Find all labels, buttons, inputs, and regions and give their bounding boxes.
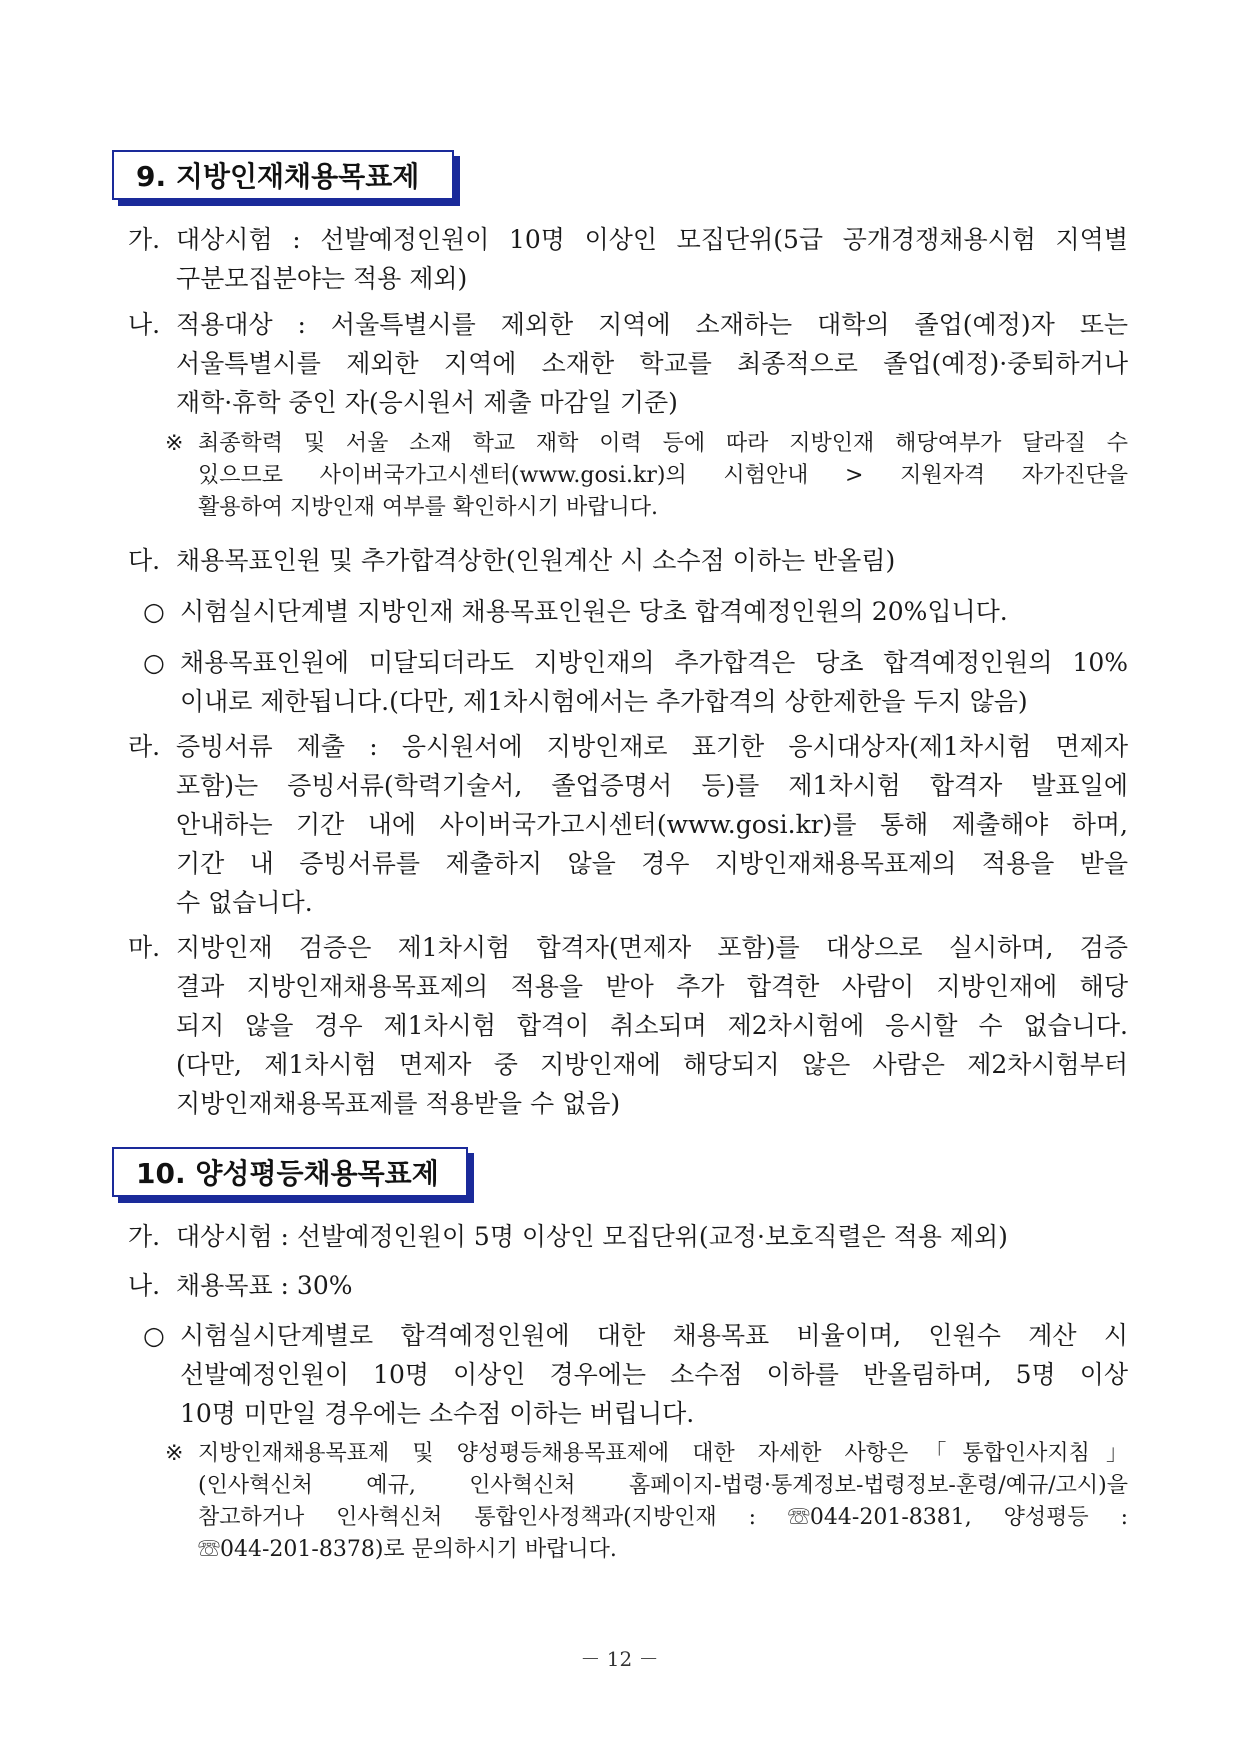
- item-ga: [128, 220, 1128, 298]
- bullet-line: 이내로 제한됩니다.(다만, 제1차시험에서는 추가합격의 상한제한을 두지 않음): [180, 687, 1028, 716]
- bullet-line: 채용목표인원에 미달되더라도 지방인재의 추가합격은 당초 합격예정인원의 10%: [180, 648, 1128, 677]
- item-line: 재학·휴학 중인 자(응시원서 제출 마감일 기준): [176, 388, 678, 417]
- section-title: 10. 양성평등채용목표제: [136, 1157, 439, 1190]
- note-marker: ※: [165, 1441, 184, 1466]
- bullet-marker: ○: [143, 1321, 165, 1350]
- bullet-line: 시험실시단계별로 합격예정인원에 대한 채용목표 비율이며, 인원수 계산 시: [180, 1321, 1128, 1350]
- note-line: (인사혁신처 예규, 인사혁신처 홈페이지-법령·통계정보-법령정보-훈령/예규/고시)을: [198, 1473, 1128, 1498]
- item-marker: 나.: [128, 1271, 161, 1300]
- item-line: 채용목표인원 및 추가합격상한(인원계산 시 소수점 이하는 반올림): [176, 546, 896, 575]
- item-marker: 라.: [128, 732, 161, 761]
- bullet-marker: ○: [143, 648, 165, 677]
- item-marker: 마.: [128, 933, 161, 962]
- item-marker: 다.: [128, 546, 161, 575]
- item-line: 증빙서류 제출 : 응시원서에 지방인재로 표기한 응시대상자(제1차시험 면제자: [176, 732, 1128, 761]
- item-line: 채용목표 : 30%: [176, 1271, 353, 1300]
- item-line: 안내하는 기간 내에 사이버국가고시센터(www.gosi.kr)를 통해 제출해야 하며,: [176, 810, 1128, 839]
- note-line: ☏044-201-8378)로 문의하시기 바랍니다.: [198, 1537, 617, 1562]
- item-na: [128, 305, 1128, 422]
- item-da: [128, 541, 1128, 580]
- item-line: 포함)는 증빙서류(학력기술서, 졸업증명서 등)를 제1차시험 합격자 발표일에: [176, 771, 1128, 800]
- item-line: 수 없습니다.: [176, 888, 313, 917]
- bullet-additional-pass: [143, 643, 1128, 721]
- section-10-heading: [112, 1147, 468, 1197]
- item-line: 대상시험 : 선발예정인원이 5명 이상인 모집단위(교정·보호직렬은 적용 제외): [176, 1222, 1008, 1251]
- note-marker: ※: [165, 431, 184, 456]
- bullet-target-rate: [143, 592, 1128, 631]
- item-ra: [128, 727, 1128, 922]
- note-line: 있으므로 사이버국가고시센터(www.gosi.kr)의 시험안내 > 지원자격 자가진단을: [198, 463, 1128, 488]
- item-ga-gender: [128, 1217, 1128, 1256]
- page-number: － 12 －: [580, 1647, 659, 1671]
- item-line: 지방인재 검증은 제1차시험 합격자(면제자 포함)를 대상으로 실시하며, 검증: [176, 933, 1128, 962]
- item-line: 서울특별시를 제외한 지역에 소재한 학교를 최종적으로 졸업(예정)·중퇴하거나: [176, 349, 1128, 378]
- item-line: (다만, 제1차시험 면제자 중 지방인재에 해당되지 않은 사람은 제2차시험부터: [176, 1050, 1128, 1079]
- item-marker: 가.: [128, 1222, 161, 1251]
- note-line: 활용하여 지방인재 여부를 확인하시기 바랍니다.: [198, 495, 659, 520]
- section-title: 9. 지방인재채용목표제: [136, 160, 420, 193]
- item-line: 적용대상 : 서울특별시를 제외한 지역에 소재하는 대학의 졸업(예정)자 또는: [176, 310, 1128, 339]
- item-ma: [128, 928, 1128, 1123]
- bullet-line: 10명 미만일 경우에는 소수점 이하는 버립니다.: [180, 1399, 695, 1428]
- item-line: 결과 지방인재채용목표제의 적용을 받아 추가 합격한 사람이 지방인재에 해당: [176, 972, 1128, 1001]
- item-line: 구분모집분야는 적용 제외): [176, 264, 468, 293]
- note-line: 지방인재채용목표제 및 양성평등채용목표제에 대한 자세한 사항은「통합인사지침」: [198, 1441, 1128, 1466]
- note-contact: [165, 1438, 1128, 1566]
- bullet-line: 시험실시단계별 지방인재 채용목표인원은 당초 합격예정인원의 20%입니다.: [180, 597, 1008, 626]
- note-line: 최종학력 및 서울 소재 학교 재학 이력 등에 따라 지방인재 해당여부가 달라질 수: [198, 431, 1128, 456]
- section-9-heading: [112, 150, 454, 200]
- item-marker: 나.: [128, 310, 161, 339]
- item-na-gender: [128, 1266, 1128, 1305]
- bullet-marker: ○: [143, 597, 165, 626]
- note-line: 참고하거나 인사혁신처 통합인사정책과(지방인재 : ☏044-201-8381, 양성평등 :: [198, 1505, 1128, 1530]
- item-line: 대상시험 : 선발예정인원이 10명 이상인 모집단위(5급 공개경쟁채용시험 지역별: [176, 225, 1128, 254]
- note-self-check: [165, 428, 1128, 524]
- item-marker: 가.: [128, 225, 161, 254]
- bullet-line: 선발예정인원이 10명 이상인 경우에는 소수점 이하를 반올림하며, 5명 이상: [180, 1360, 1128, 1389]
- item-line: 기간 내 증빙서류를 제출하지 않을 경우 지방인재채용목표제의 적용을 받을: [176, 849, 1128, 878]
- item-line: 되지 않을 경우 제1차시험 합격이 취소되며 제2차시험에 응시할 수 없습니다.: [176, 1011, 1128, 1040]
- item-line: 지방인재채용목표제를 적용받을 수 없음): [176, 1089, 621, 1118]
- bullet-gender-ratio: [143, 1316, 1128, 1433]
